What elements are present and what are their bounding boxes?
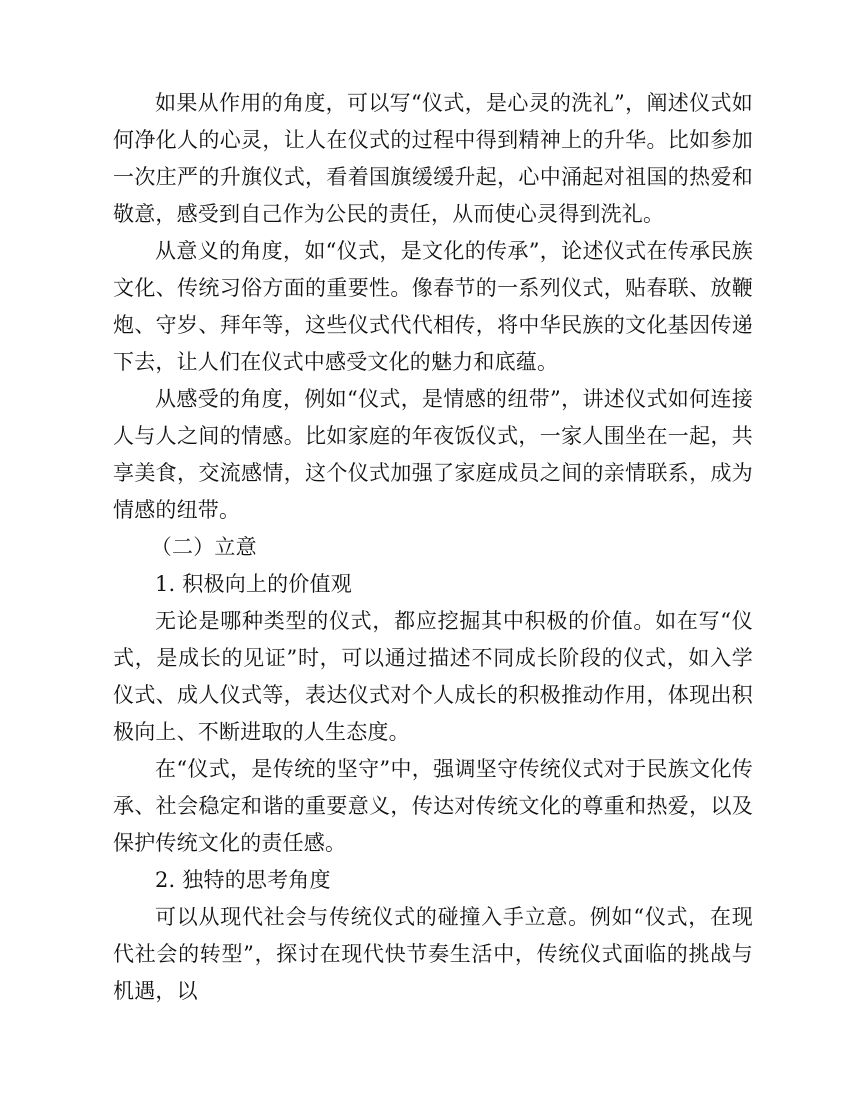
section-heading-intent: （二）立意 bbox=[150, 535, 257, 559]
subheading-unique-angle: 2. 独特的思考角度 bbox=[155, 868, 331, 892]
paragraph-feeling-angle: 从感受的角度，例如“仪式，是情感的纽带”，讲述仪式如何连接人与人之间的情感。比如家庭的年夜饭仪式，一家人围坐在一起，共享美食，交流感情，这个仪式加强了家庭成员之间的亲情联系，成为情感的纽带。 bbox=[113, 387, 753, 522]
paragraph-function-angle: 如果从作用的角度，可以写“仪式，是心灵的洗礼”，阐述仪式如何净化人的心灵，让人在仪式的过程中得到精神上的升华。比如参加一次庄严的升旗仪式，看着国旗缓缓升起，心中涌起对祖国的热爱和敬意，感受到自己作为公民的责任，从而使心灵得到洗礼。 bbox=[113, 91, 753, 226]
paragraph-positive-values: 无论是哪种类型的仪式，都应挖掘其中积极的价值。如在写“仪式，是成长的见证”时，可以通过描述不同成长阶段的仪式，如入学仪式、成人仪式等，表达仪式对个人成长的积极推动作用，体现出积极向上、不断进取的人生态度。 bbox=[113, 609, 753, 744]
subheading-positive-values: 1. 积极向上的价值观 bbox=[155, 572, 352, 596]
paragraph-tradition-keeping: 在“仪式，是传统的坚守”中，强调坚守传统仪式对于民族文化传承、社会稳定和谐的重要意义，传达对传统文化的尊重和热爱，以及保护传统文化的责任感。 bbox=[113, 757, 753, 855]
paragraph-modern-collision: 可以从现代社会与传统仪式的碰撞入手立意。例如“仪式，在现代社会的转型”，探讨在现代快节奏生活中，传统仪式面临的挑战与机遇，以 bbox=[113, 905, 753, 1003]
document-body bbox=[113, 85, 753, 1010]
paragraph-meaning-angle: 从意义的角度，如“仪式，是文化的传承”，论述仪式在传承民族文化、传统习俗方面的重要性。像春节的一系列仪式，贴春联、放鞭炮、守岁、拜年等，这些仪式代代相传，将中华民族的文化基因传递下去，让人们在仪式中感受文化的魅力和底蕴。 bbox=[113, 239, 753, 374]
